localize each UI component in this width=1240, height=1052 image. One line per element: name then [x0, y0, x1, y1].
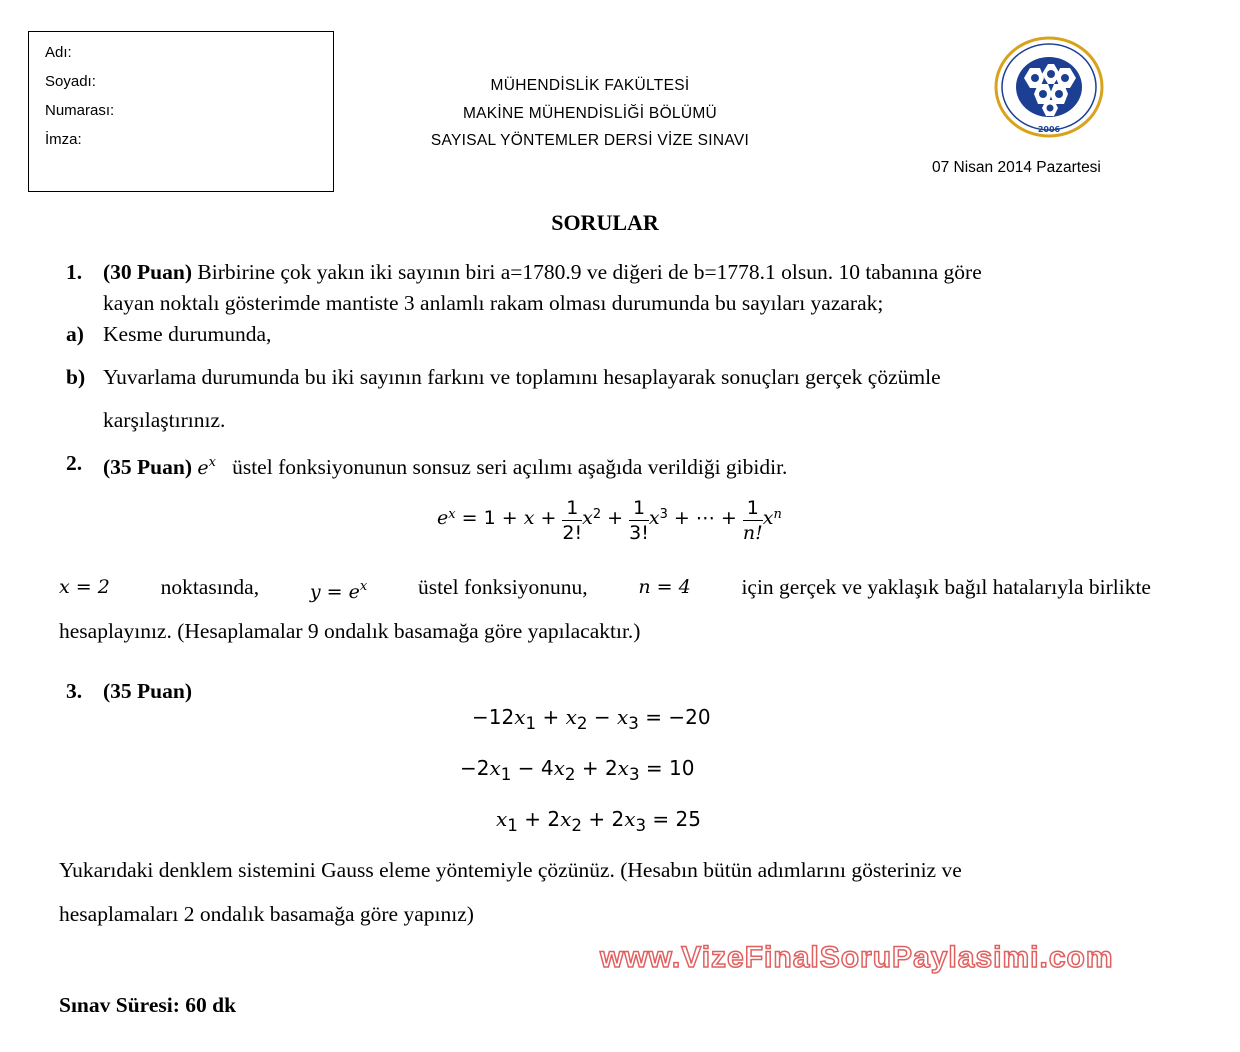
- exam-heading: SAYISAL YÖNTEMLER DERSİ VİZE SINAVI: [430, 132, 750, 149]
- questions-title: SORULAR: [551, 210, 659, 235]
- name-label: Adı:: [45, 44, 72, 61]
- logo-year: 2006: [1037, 125, 1061, 134]
- q1-text-line1: (30 Puan) Birbirine çok yakın iki sayının biri a=1780.9 ve diğeri de b=1778.1 olsun. 10 tabanına göre: [103, 260, 982, 284]
- q3-text-line2: hesaplamaları 2 ondalık basamağa göre yapınız): [59, 902, 474, 926]
- surname-label: Soyadı:: [45, 73, 96, 90]
- student-info-box: [28, 31, 334, 192]
- q3-points: (35 Puan): [103, 679, 192, 703]
- q1a-label: a): [66, 322, 84, 346]
- q2-text-line1: x = 2 noktasında, $y = e^x$ üstel fonksiyonunu, n = 4 için gerçek ve yaklaşık bağıl hatalarıyla birlikte: [59, 575, 1151, 604]
- equation-1: $-12x_1 + x_2 - x_3 = -20$: [472, 705, 711, 733]
- watermark: www.VizeFinalSoruPaylasimi.com: [600, 941, 1114, 974]
- q1-number: 1.: [66, 260, 83, 284]
- equation-3: $x_1 + 2x_2 + 2x_3 = 25$: [496, 807, 701, 835]
- department-heading: MAKİNE MÜHENDİSLİĞİ BÖLÜMÜ: [462, 105, 718, 122]
- q1b-text-line1: Yuvarlama durumunda bu iki sayının farkını ve toplamını hesaplayarak sonuçları gerçek çözümle: [103, 365, 941, 389]
- q2-number: 2.: [66, 451, 83, 475]
- series-formula: $e^x = 1 + x$ + $\frac{1}{2!}$ $x^2$ + $\frac{1}{3!}$ $x^3$ + ⋯ + $\frac{1}{n!}$ $x^n$: [437, 497, 782, 544]
- q1b-label: b): [66, 365, 86, 389]
- q2-intro: (35 Puan) $e^x$ üstel fonksiyonunun sonsuz seri açılımı aşağıda verildiği gibidir.: [103, 455, 788, 480]
- exam-duration: Sınav Süresi: 60 dk: [59, 993, 237, 1017]
- q3-number: 3.: [66, 679, 83, 703]
- number-label: Numarası:: [45, 102, 115, 119]
- equation-2: $-2x_1 - 4x_2 + 2x_3 = 10$: [460, 756, 695, 784]
- q1-text-line2: kayan noktalı gösterimde mantiste 3 anlamlı rakam olması durumunda bu sayıları yazarak;: [103, 291, 884, 315]
- university-logo: [994, 36, 1104, 138]
- q1a-text: Kesme durumunda,: [103, 322, 272, 346]
- q1b-text-line2: karşılaştırınız.: [103, 408, 226, 432]
- q2-text-line2: hesaplayınız. (Hesaplamalar 9 ondalık basamağa göre yapılacaktır.): [59, 619, 641, 643]
- signature-label: İmza:: [45, 131, 82, 148]
- exam-date: 07 Nisan 2014 Pazartesi: [932, 159, 1101, 176]
- faculty-heading: MÜHENDİSLİK FAKÜLTESİ: [490, 77, 690, 94]
- q3-text-line1: Yukarıdaki denklem sistemini Gauss eleme yöntemiyle çözünüz. (Hesabın bütün adımlarını gösteriniz ve: [59, 858, 962, 882]
